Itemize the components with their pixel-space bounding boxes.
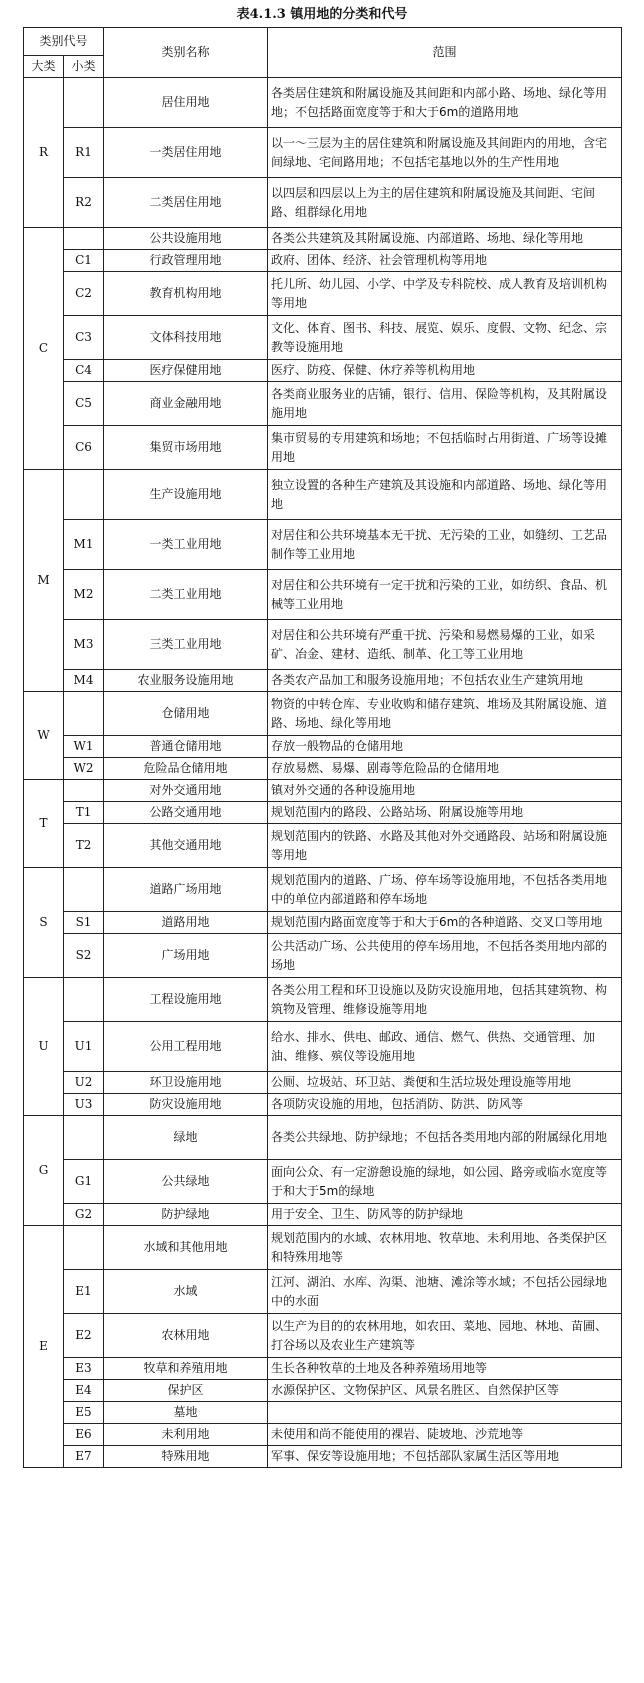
category-name-cell: 道路广场用地 (104, 868, 268, 912)
table-row (24, 736, 622, 758)
scope-cell: 集市贸易的专用建筑和场地；不包括临时占用街道、广场等设摊用地 (268, 426, 622, 470)
scope-cell: 各类公用工程和环卫设施以及防灾设施用地，包括其建筑物、构筑物及管理、维修设施等用地 (268, 978, 622, 1022)
category-name-cell: 医疗保健用地 (104, 360, 268, 382)
category-name-cell: 普通仓储用地 (104, 736, 268, 758)
minor-code-cell: C2 (64, 272, 104, 316)
category-name-cell: 农业服务设施用地 (104, 670, 268, 692)
category-name-cell: 防护绿地 (104, 1204, 268, 1226)
table-row (24, 670, 622, 692)
table-row (24, 426, 622, 470)
table-row (24, 1424, 622, 1446)
table-row (24, 868, 622, 912)
table-row (24, 250, 622, 272)
category-name-cell: 居住用地 (104, 78, 268, 128)
minor-code-cell: M2 (64, 570, 104, 620)
scope-cell: 独立设置的各种生产建筑及其设施和内部道路、场地、绿化等用地 (268, 470, 622, 520)
minor-code-cell (64, 692, 104, 736)
minor-code-cell: M4 (64, 670, 104, 692)
scope-cell: 各类农产品加工和服务设施用地；不包括农业生产建筑用地 (268, 670, 622, 692)
scope-cell: 江河、湖泊、水库、沟渠、池塘、滩涂等水域；不包括公园绿地中的水面 (268, 1270, 622, 1314)
minor-code-cell (64, 78, 104, 128)
scope-cell: 政府、团体、经济、社会管理机构等用地 (268, 250, 622, 272)
major-code-cell: U (24, 978, 64, 1116)
minor-code-cell (64, 868, 104, 912)
minor-code-cell: C3 (64, 316, 104, 360)
category-name-cell: 特殊用地 (104, 1446, 268, 1468)
minor-code-cell: U1 (64, 1022, 104, 1072)
major-code-cell: C (24, 228, 64, 470)
major-code-cell: T (24, 780, 64, 868)
minor-code-cell: U2 (64, 1072, 104, 1094)
minor-code-cell: M3 (64, 620, 104, 670)
scope-cell (268, 1402, 622, 1424)
category-name-cell: 一类居住用地 (104, 128, 268, 178)
category-name-cell: 一类工业用地 (104, 520, 268, 570)
category-name-cell: 生产设施用地 (104, 470, 268, 520)
minor-code-cell: C1 (64, 250, 104, 272)
table-row (24, 1094, 622, 1116)
header-code-group: 类别代号 (24, 28, 104, 56)
minor-code-cell: E4 (64, 1380, 104, 1402)
minor-code-cell: M1 (64, 520, 104, 570)
category-name-cell: 危险品仓储用地 (104, 758, 268, 780)
table-row (24, 382, 622, 426)
scope-cell: 以四层和四层以上为主的居住建筑和附属设施及其间距、宅间路、组群绿化用地 (268, 178, 622, 228)
scope-cell: 各类公共建筑及其附属设施、内部道路、场地、绿化等用地 (268, 228, 622, 250)
minor-code-cell: T2 (64, 824, 104, 868)
table-row (24, 1358, 622, 1380)
minor-code-cell: C6 (64, 426, 104, 470)
table-row (24, 272, 622, 316)
minor-code-cell: W1 (64, 736, 104, 758)
scope-cell: 各类居住建筑和附属设施及其间距和内部小路、场地、绿化等用地；不包括路面宽度等于和大于6m的道路用地 (268, 78, 622, 128)
category-name-cell: 绿地 (104, 1116, 268, 1160)
major-code-cell: S (24, 868, 64, 978)
category-name-cell: 道路用地 (104, 912, 268, 934)
minor-code-cell: G2 (64, 1204, 104, 1226)
table-body (24, 78, 622, 1468)
minor-code-cell: E6 (64, 1424, 104, 1446)
minor-code-cell: U3 (64, 1094, 104, 1116)
table-row (24, 780, 622, 802)
table-row (24, 1116, 622, 1160)
category-name-cell: 保护区 (104, 1380, 268, 1402)
minor-code-cell (64, 1116, 104, 1160)
category-name-cell: 墓地 (104, 1402, 268, 1424)
table-row (24, 178, 622, 228)
minor-code-cell (64, 978, 104, 1022)
table-row (24, 824, 622, 868)
scope-cell: 面向公众、有一定游憩设施的绿地，如公园、路旁或临水宽度等于和大于5m的绿地 (268, 1160, 622, 1204)
minor-code-cell: R1 (64, 128, 104, 178)
category-name-cell: 集贸市场用地 (104, 426, 268, 470)
header-minor: 小类 (64, 56, 104, 78)
category-name-cell: 文体科技用地 (104, 316, 268, 360)
category-name-cell: 二类居住用地 (104, 178, 268, 228)
major-code-cell: W (24, 692, 64, 780)
scope-cell: 存放易燃、易爆、剧毒等危险品的仓储用地 (268, 758, 622, 780)
major-code-cell: M (24, 470, 64, 692)
scope-cell: 用于安全、卫生、防风等的防护绿地 (268, 1204, 622, 1226)
scope-cell: 规划范围内的路段、公路站场、附属设施等用地 (268, 802, 622, 824)
category-name-cell: 二类工业用地 (104, 570, 268, 620)
category-name-cell: 其他交通用地 (104, 824, 268, 868)
minor-code-cell: C4 (64, 360, 104, 382)
minor-code-cell: S2 (64, 934, 104, 978)
table-row (24, 1204, 622, 1226)
table-row (24, 620, 622, 670)
category-name-cell: 仓储用地 (104, 692, 268, 736)
scope-cell: 公厕、垃圾站、环卫站、粪便和生活垃圾处理设施等用地 (268, 1072, 622, 1094)
scope-cell: 对居住和公共环境基本无干扰、无污染的工业，如缝纫、工艺品制作等工业用地 (268, 520, 622, 570)
table-row (24, 1226, 622, 1270)
minor-code-cell: W2 (64, 758, 104, 780)
category-name-cell: 公共绿地 (104, 1160, 268, 1204)
major-code-cell: E (24, 1226, 64, 1468)
scope-cell: 各类公共绿地、防护绿地；不包括各类用地内部的附属绿化用地 (268, 1116, 622, 1160)
category-name-cell: 水域和其他用地 (104, 1226, 268, 1270)
major-code-cell: R (24, 78, 64, 228)
category-name-cell: 广场用地 (104, 934, 268, 978)
minor-code-cell (64, 470, 104, 520)
category-name-cell: 水域 (104, 1270, 268, 1314)
major-code-cell: G (24, 1116, 64, 1226)
minor-code-cell: S1 (64, 912, 104, 934)
table-row (24, 1380, 622, 1402)
scope-cell: 对居住和公共环境有严重干扰、污染和易燃易爆的工业，如采矿、冶金、建材、造纸、制革、化工等工业用地 (268, 620, 622, 670)
minor-code-cell: E7 (64, 1446, 104, 1468)
scope-cell: 规划范围内的水域、农林用地、牧草地、未利用地、各类保护区和特殊用地等 (268, 1226, 622, 1270)
category-name-cell: 对外交通用地 (104, 780, 268, 802)
table-row (24, 1072, 622, 1094)
table-row (24, 128, 622, 178)
header-row-1 (24, 28, 622, 56)
minor-code-cell (64, 1226, 104, 1270)
category-name-cell: 公用工程用地 (104, 1022, 268, 1072)
category-name-cell: 未利用地 (104, 1424, 268, 1446)
table-row (24, 520, 622, 570)
minor-code-cell: G1 (64, 1160, 104, 1204)
table-row (24, 1402, 622, 1424)
table-row (24, 1446, 622, 1468)
scope-cell: 托儿所、幼儿园、小学、中学及专科院校、成人教育及培训机构等用地 (268, 272, 622, 316)
table-row (24, 912, 622, 934)
table-row (24, 1022, 622, 1072)
table-title: 表4.1.3 镇用地的分类和代号 (236, 7, 408, 22)
category-name-cell: 公路交通用地 (104, 802, 268, 824)
header-scope: 范围 (268, 28, 622, 78)
scope-cell: 未使用和尚不能使用的裸岩、陡坡地、沙荒地等 (268, 1424, 622, 1446)
category-name-cell: 教育机构用地 (104, 272, 268, 316)
table-row (24, 692, 622, 736)
table-row (24, 570, 622, 620)
scope-cell: 公共活动广场、公共使用的停车场用地，不包括各类用地内部的场地 (268, 934, 622, 978)
table-row (24, 758, 622, 780)
scope-cell: 各类商业服务业的店铺，银行、信用、保险等机构，及其附属设施用地 (268, 382, 622, 426)
scope-cell: 各项防灾设施的用地，包括消防、防洪、防风等 (268, 1094, 622, 1116)
scope-cell: 以一～三层为主的居住建筑和附属设施及其间距内的用地，含宅间绿地、宅间路用地；不包括宅基地以外的生产性用地 (268, 128, 622, 178)
scope-cell: 文化、体育、图书、科技、展览、娱乐、度假、文物、纪念、宗教等设施用地 (268, 316, 622, 360)
table-row (24, 1160, 622, 1204)
category-name-cell: 防灾设施用地 (104, 1094, 268, 1116)
scope-cell: 镇对外交通的各种设施用地 (268, 780, 622, 802)
scope-cell: 规划范围内路面宽度等于和大于6m的各种道路、交叉口等用地 (268, 912, 622, 934)
table-row (24, 360, 622, 382)
minor-code-cell: E5 (64, 1402, 104, 1424)
scope-cell: 规划范围内的铁路、水路及其他对外交通路段、站场和附属设施等用地 (268, 824, 622, 868)
minor-code-cell: E3 (64, 1358, 104, 1380)
category-name-cell: 商业金融用地 (104, 382, 268, 426)
header-name: 类别名称 (104, 28, 268, 78)
table-row (24, 316, 622, 360)
table-row (24, 802, 622, 824)
table-row (24, 470, 622, 520)
scope-cell: 对居住和公共环境有一定干扰和污染的工业，如纺织、食品、机械等工业用地 (268, 570, 622, 620)
category-name-cell: 行政管理用地 (104, 250, 268, 272)
minor-code-cell: T1 (64, 802, 104, 824)
minor-code-cell (64, 228, 104, 250)
category-name-cell: 环卫设施用地 (104, 1072, 268, 1094)
table-row (24, 978, 622, 1022)
category-name-cell: 工程设施用地 (104, 978, 268, 1022)
minor-code-cell (64, 780, 104, 802)
scope-cell: 以生产为目的的农林用地，如农田、菜地、园地、林地、苗圃、打谷场以及农业生产建筑等 (268, 1314, 622, 1358)
minor-code-cell: E2 (64, 1314, 104, 1358)
table-row (24, 1314, 622, 1358)
scope-cell: 生长各种牧草的土地及各种养殖场用地等 (268, 1358, 622, 1380)
scope-cell: 规划范围内的道路、广场、停车场等设施用地，不包括各类用地中的单位内部道路和停车场地 (268, 868, 622, 912)
table-row (24, 1270, 622, 1314)
table-row (24, 934, 622, 978)
category-name-cell: 牧草和养殖用地 (104, 1358, 268, 1380)
category-name-cell: 公共设施用地 (104, 228, 268, 250)
minor-code-cell: C5 (64, 382, 104, 426)
minor-code-cell: E1 (64, 1270, 104, 1314)
scope-cell: 存放一般物品的仓储用地 (268, 736, 622, 758)
category-name-cell: 农林用地 (104, 1314, 268, 1358)
scope-cell: 给水、排水、供电、邮政、通信、燃气、供热、交通管理、加油、维修、殡仪等设施用地 (268, 1022, 622, 1072)
scope-cell: 军事、保安等设施用地；不包括部队家属生活区等用地 (268, 1446, 622, 1468)
table-row (24, 78, 622, 128)
land-use-classification-table (23, 27, 622, 1468)
scope-cell: 医疗、防疫、保健、休疗养等机构用地 (268, 360, 622, 382)
header-major: 大类 (24, 56, 64, 78)
category-name-cell: 三类工业用地 (104, 620, 268, 670)
table-row (24, 228, 622, 250)
minor-code-cell: R2 (64, 178, 104, 228)
scope-cell: 水源保护区、文物保护区、风景名胜区、自然保护区等 (268, 1380, 622, 1402)
scope-cell: 物资的中转仓库、专业收购和储存建筑、堆场及其附属设施、道路、场地、绿化等用地 (268, 692, 622, 736)
